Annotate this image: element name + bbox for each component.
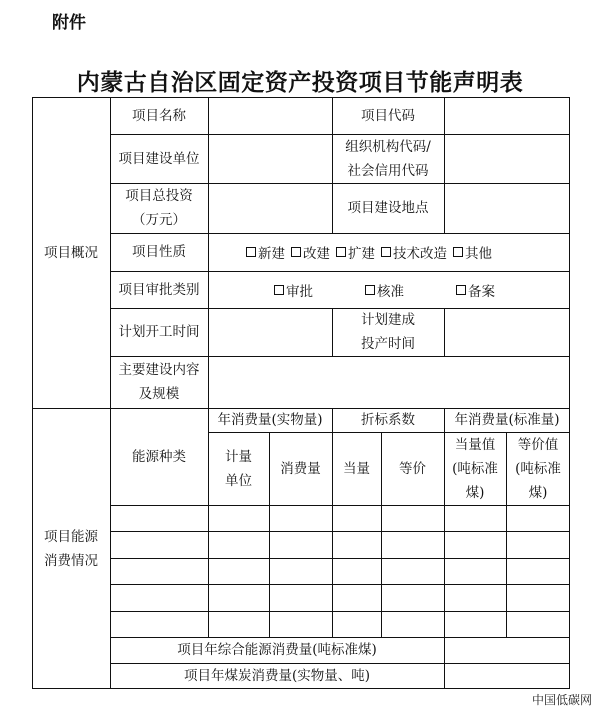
- field-coal-consumption[interactable]: [444, 663, 570, 689]
- header-unit: 计量 单位: [225, 448, 252, 489]
- nature-option-expand[interactable]: [336, 242, 375, 262]
- label-project-code: 项目代码: [361, 107, 415, 124]
- checkbox-icon[interactable]: [456, 285, 466, 295]
- checkbox-icon[interactable]: [365, 285, 375, 295]
- label-planned-completion: 计划建成 投产时间: [361, 312, 415, 352]
- label-construction-unit: 项目建设单位: [118, 150, 200, 167]
- approval-option-approve[interactable]: [274, 280, 313, 300]
- label-total-energy: 项目年综合能源消费量(吨标准煤): [177, 642, 377, 658]
- header-equivalent: 当量: [343, 460, 370, 477]
- nature-option-new[interactable]: [246, 242, 285, 262]
- field-planned-completion[interactable]: [444, 308, 570, 356]
- label-project-name: 项目名称: [132, 107, 186, 124]
- watermark: 中国低碳网: [531, 693, 592, 707]
- header-conversion-factor: 折标系数: [361, 412, 415, 428]
- field-project-name[interactable]: [208, 97, 332, 134]
- header-consumption: 消费量: [280, 460, 321, 477]
- checkbox-icon[interactable]: [381, 247, 391, 257]
- label-planned-start: 计划开工时间: [118, 324, 200, 340]
- declaration-form-table: [32, 97, 570, 689]
- field-total-investment[interactable]: [208, 183, 332, 233]
- approval-option-record[interactable]: [456, 280, 495, 300]
- label-total-investment: 项目总投资 （万元）: [125, 188, 193, 228]
- field-construction-unit[interactable]: [208, 134, 332, 183]
- nature-option-tech-upgrade[interactable]: [381, 242, 447, 262]
- header-equivalent-std: 当量值 (吨标准 煤): [452, 436, 498, 501]
- approval-type-options: [274, 271, 495, 308]
- field-total-energy[interactable]: [444, 637, 570, 663]
- checkbox-icon[interactable]: [453, 247, 463, 257]
- label-org-code: 组织机构代码/ 社会信用代码: [345, 138, 431, 179]
- field-main-content[interactable]: [208, 356, 570, 408]
- checkbox-icon[interactable]: [291, 247, 301, 257]
- field-location[interactable]: [444, 183, 570, 233]
- checkbox-icon[interactable]: [274, 285, 284, 295]
- field-planned-start[interactable]: [208, 308, 332, 356]
- option-label: 改建: [303, 246, 330, 262]
- header-equal: 等价: [399, 460, 426, 477]
- section-project-overview: 项目概况: [44, 244, 98, 261]
- project-nature-options: [246, 233, 492, 271]
- nature-option-rebuild[interactable]: [291, 242, 330, 262]
- label-location: 项目建设地点: [347, 200, 429, 216]
- option-label: 其他: [465, 246, 492, 262]
- section-energy-consumption: 项目能源 消费情况: [44, 528, 98, 569]
- option-label: 扩建: [348, 246, 375, 262]
- label-coal-consumption: 项目年煤炭消费量(实物量、吨): [183, 668, 371, 684]
- field-org-code[interactable]: [444, 134, 570, 183]
- checkbox-icon[interactable]: [336, 247, 346, 257]
- form-title: 内蒙古自治区固定资产投资项目节能声明表: [76, 69, 524, 96]
- option-label: 备案: [468, 283, 495, 300]
- header-equal-std: 等价值 (吨标准 煤): [515, 436, 561, 501]
- label-project-nature: 项目性质: [132, 244, 186, 260]
- header-annual-standard: 年消费量(标准量): [454, 412, 560, 428]
- option-label: 审批: [286, 283, 313, 300]
- attachment-label: 附件: [52, 13, 86, 33]
- option-label: 新建: [258, 246, 285, 262]
- checkbox-icon[interactable]: [246, 247, 256, 257]
- approval-option-verify[interactable]: [365, 280, 404, 300]
- header-annual-physical: 年消费量(实物量): [217, 412, 323, 428]
- option-label: 核准: [377, 283, 404, 300]
- nature-option-other[interactable]: [453, 242, 492, 262]
- option-label: 技术改造: [393, 246, 447, 262]
- label-main-content: 主要建设内容 及规模: [118, 362, 200, 402]
- label-approval-type: 项目审批类别: [118, 281, 200, 298]
- field-project-code[interactable]: [444, 97, 570, 134]
- header-energy-type: 能源种类: [132, 448, 186, 465]
